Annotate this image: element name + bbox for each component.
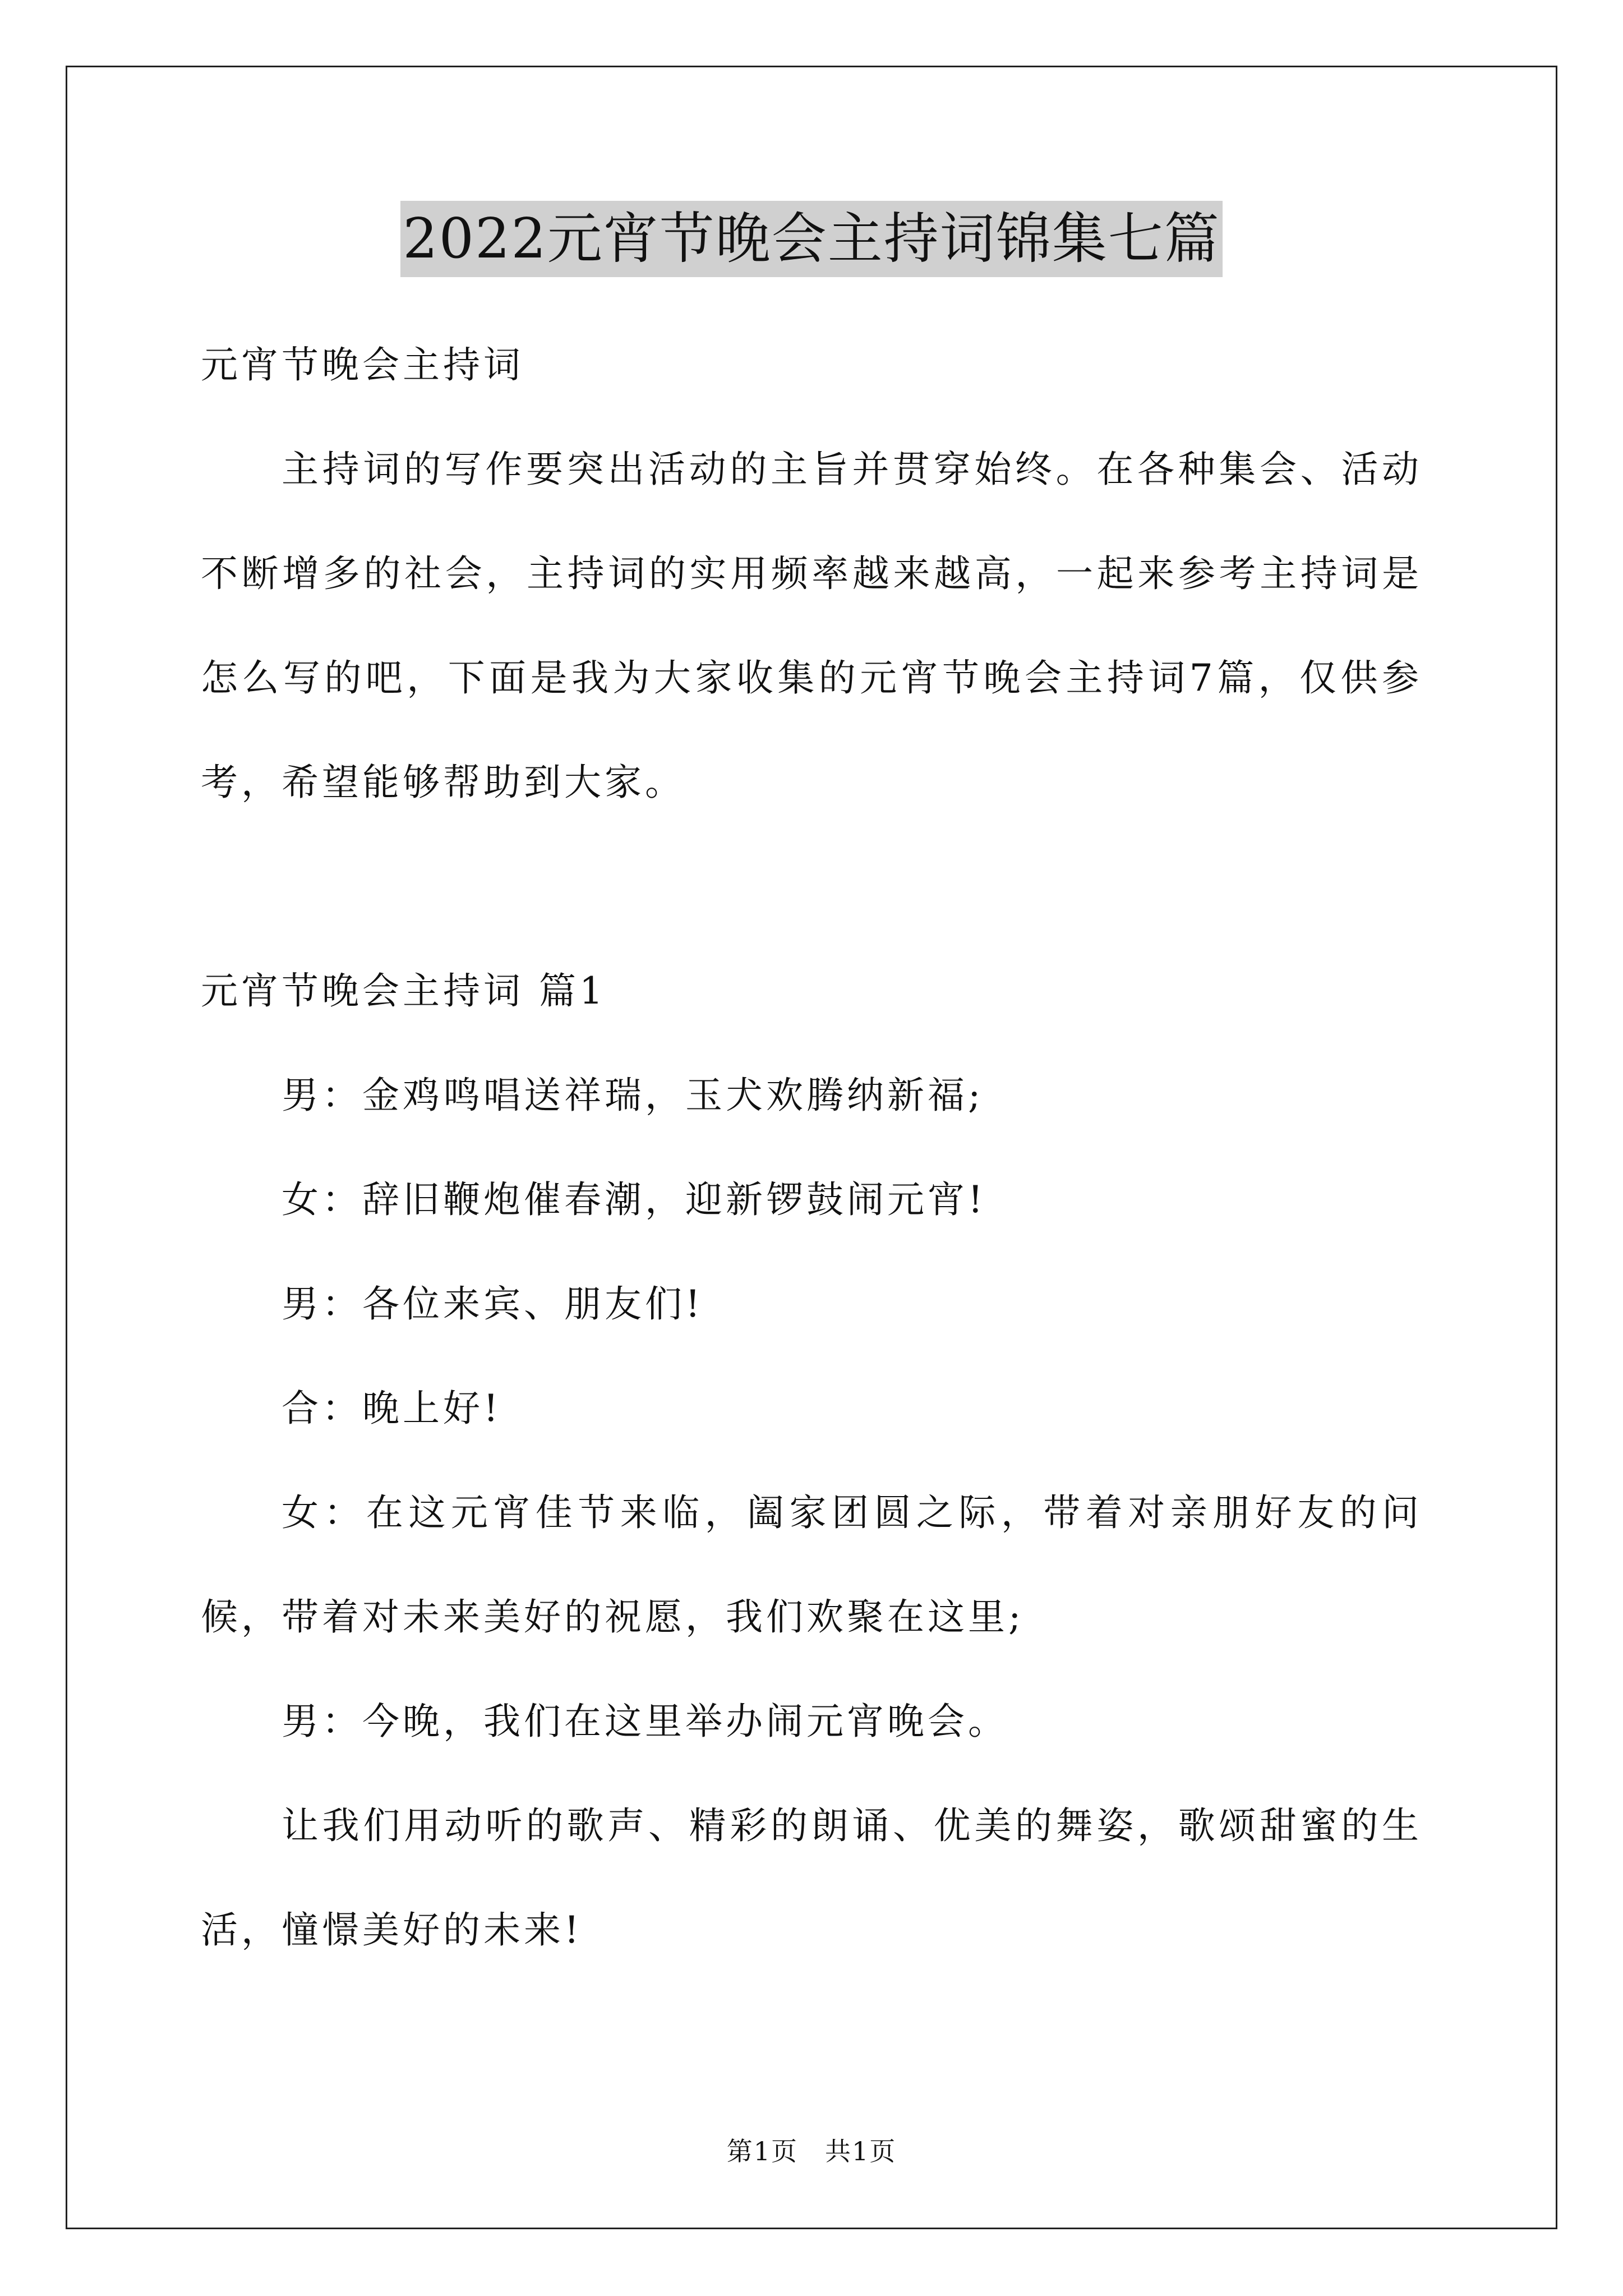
dialogue-line: 男：各位来宾、朋友们!	[282, 1282, 704, 1326]
title-container	[0, 201, 1623, 277]
dialogue-line: 合：晚上好!	[282, 1387, 502, 1430]
dialogue-line: 男：金鸡鸣唱送祥瑞，玉犬欢腾纳新福;	[282, 1074, 984, 1117]
section-heading-1: 元宵节晚会主持词 篇1	[201, 969, 606, 1013]
blank-line	[201, 835, 1422, 939]
intro-paragraph: 主持词的写作要突出活动的主旨并贯穿始终。在各种集会、活动不断增多的社会，主持词的实用频率越来越高，一起来参考主持词是怎么写的吧，下面是我为大家收集的元宵节晚会主持词7篇，仅供参考，希望能够帮助到大家。	[201, 448, 1422, 804]
dialogue-line: 让我们用动听的歌声、精彩的朗诵、优美的舞姿，歌颂甜蜜的生活，憧憬美好的未来!	[201, 1804, 1422, 1952]
dialogue-line: 男：今晚，我们在这里举办闹元宵晚会。	[282, 1700, 1008, 1743]
dialogue-line: 女：辞旧鞭炮催春潮，迎新锣鼓闹元宵!	[282, 1178, 986, 1221]
section-heading-main: 元宵节晚会主持词	[201, 343, 524, 386]
page-footer: 第1页 共1页	[726, 2136, 897, 2166]
dialogue-line: 女：在这元宵佳节来临，阖家团圆之际，带着对亲朋好友的问候，带着对未来美好的祝愿，我们欢聚在这里;	[201, 1491, 1422, 1639]
document-title: 2022元宵节晚会主持词锦集七篇	[400, 201, 1222, 277]
document-body	[201, 313, 1422, 1982]
